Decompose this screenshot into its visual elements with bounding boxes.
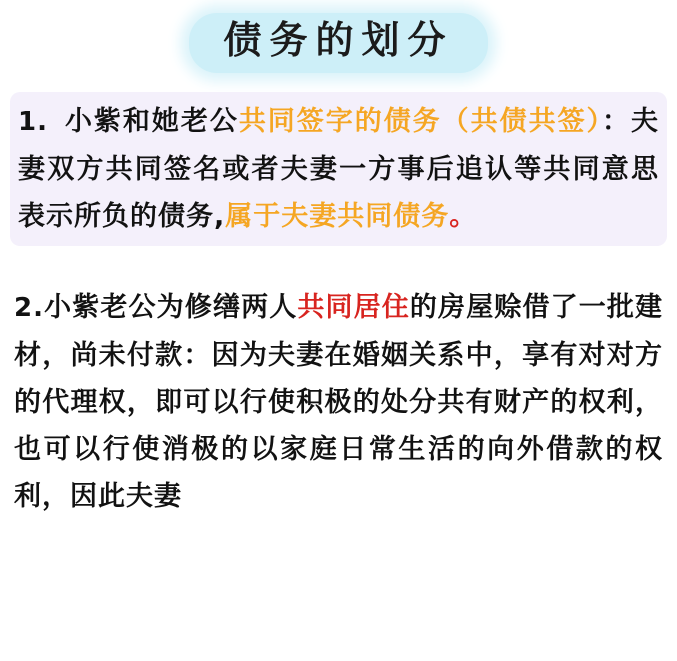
paragraph-1-run-4: 。: [449, 201, 478, 232]
paragraph-1: [14, 94, 663, 250]
paragraph-2-run-2: 的房屋赊借了一批建材，尚未付款：因为夫妻在婚姻关系中，享有对对方的代理权，即可以行使积极的处分共有财产的权利，也可以行使消极的以家庭日常生活的向外借款的权利，因此夫妻: [14, 292, 664, 512]
title-highlight: [189, 13, 487, 73]
paragraph-2-run-1: 共同居住: [297, 292, 410, 323]
paragraph-2: [14, 284, 663, 520]
paragraph-2-number: 2.: [14, 293, 44, 323]
paragraph-1-number: 1.: [18, 107, 48, 137]
paragraph-1-run-0: 小紫和她老公: [63, 106, 239, 137]
paragraph-2-run-0: 小紫老公为修缮两人: [43, 292, 298, 323]
paragraph-1-run-3: 属于夫妻共同债务: [225, 201, 450, 232]
title-block: [14, 0, 663, 86]
paragraph-1-run-2: ：夫妻双方共同签名或者夫妻一方事后追认等共同意思表示所负的债务,: [18, 106, 660, 232]
page-title: 债务的划分: [223, 18, 454, 63]
paragraph-1-run-1: 共同签字的债务（共债共签）: [238, 106, 603, 137]
